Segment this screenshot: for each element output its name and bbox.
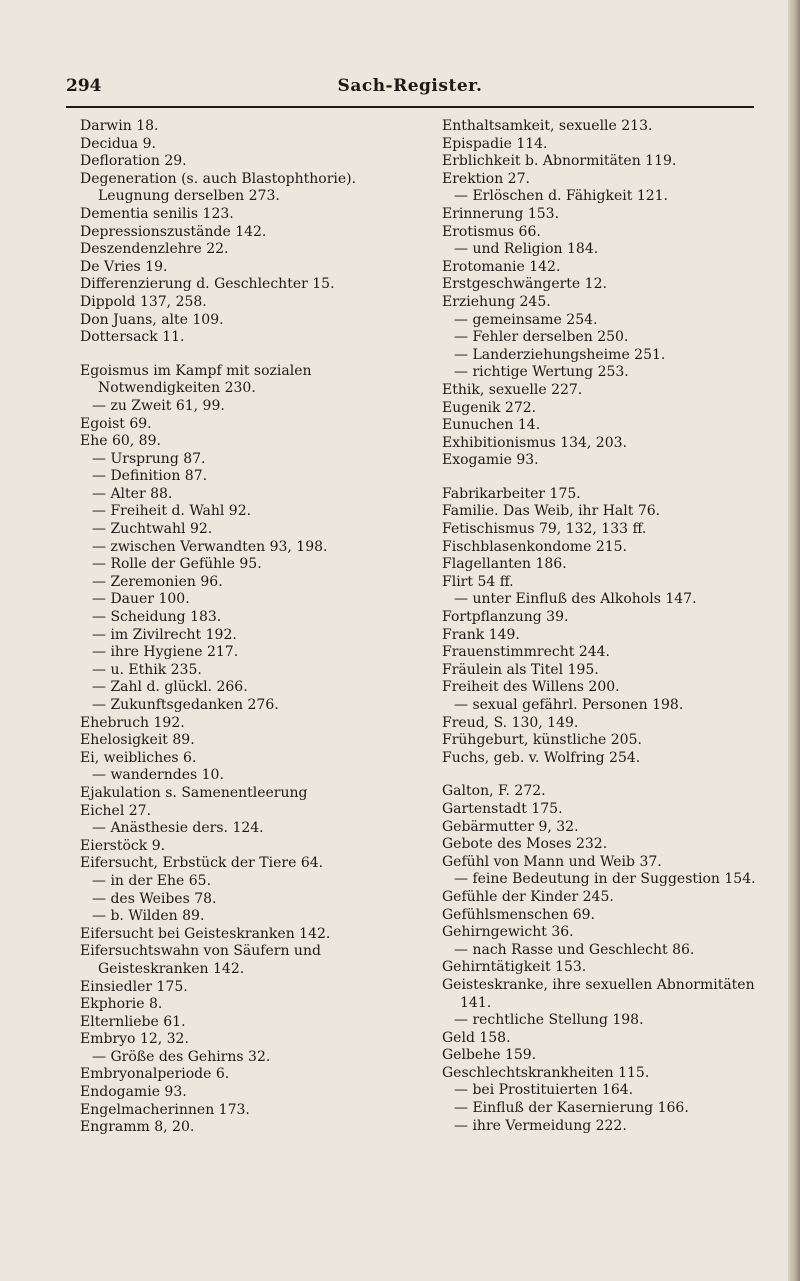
index-entry: Fischblasenkondome 215. [442, 538, 628, 555]
index-entry: Ehebruch 192. [80, 714, 185, 731]
index-entry: Gelbehe 159. [442, 1047, 537, 1064]
index-entry: De Vries 19. [80, 258, 168, 275]
index-entry: Erstgeschwängerte 12. [442, 276, 607, 293]
index-subentry: — sexual gefährl. Personen 198. [454, 697, 684, 713]
index-subentry: — Größe des Gehirns 32. [92, 1048, 271, 1065]
index-entry: Depressionszustände 142. [80, 223, 267, 240]
index-subentry: — Freiheit d. Wahl 92. [92, 503, 252, 520]
index-entry: Engramm 8, 20. [80, 1119, 195, 1136]
right-index-list [442, 118, 772, 1135]
index-subentry: — Anästhesie ders. 124. [92, 820, 264, 837]
index-entry: Epispadie 114. [442, 135, 548, 152]
index-entry: Erblichkeit b. Abnormitäten 119. [442, 153, 677, 170]
index-entry: Ehelosigkeit 89. [80, 732, 195, 749]
right-column [442, 118, 772, 1135]
index-subentry: — Zahl d. glückl. 266. [92, 679, 248, 696]
index-entry: Erotismus 66. [442, 223, 541, 240]
index-entry: Ei, weibliches 6. [80, 749, 197, 766]
index-entry: Gebärmutter 9, 32. [442, 818, 579, 835]
index-entry: Differenzierung d. Geschlechter 15. [80, 276, 335, 293]
index-entry: Ejakulation s. Samenentleerung [80, 784, 308, 801]
index-entry: Flirt 54 ff. [442, 573, 514, 590]
index-subentry: — wanderndes 10. [92, 767, 224, 784]
index-entry: Darwin 18. [80, 118, 159, 134]
index-entry: Gartenstadt 175. [442, 800, 563, 817]
index-entry: Exhibitionismus 134, 203. [442, 434, 627, 451]
index-subentry: — des Weibes 78. [92, 890, 217, 907]
index-entry: Ekphorie 8. [80, 996, 163, 1013]
index-entry: Eunuchen 14. [442, 417, 541, 434]
index-entry: Engelmacherinnen 173. [80, 1101, 250, 1118]
index-entry: Frauenstimmrecht 244. [442, 644, 610, 661]
index-entry: Geschlechtskrankheiten 115. [442, 1064, 650, 1081]
index-entry: Defloration 29. [80, 153, 187, 170]
index-entry: Fräulein als Titel 195. [442, 661, 599, 678]
index-subentry: — Dauer 100. [92, 591, 190, 608]
index-subentry: — Fehler derselben 250. [454, 329, 629, 346]
index-entry: Eifersucht bei Geisteskranken 142. [80, 925, 331, 942]
index-entry: Endogamie 93. [80, 1084, 187, 1101]
index-entry: Geld 158. [442, 1029, 511, 1046]
index-entry: Gefühl von Mann und Weib 37. [442, 853, 662, 870]
index-entry: Fuchs, geb. v. Wolfring 254. [442, 749, 641, 766]
index-entry: Eifersucht, Erbstück der Tiere 64. [80, 855, 324, 872]
index-entry: Frühgeburt, künstliche 205. [442, 732, 642, 749]
index-entry: Dottersack 11. [80, 329, 185, 346]
index-entry: Freiheit des Willens 200. [442, 679, 620, 696]
index-entry: Embryo 12, 32. [80, 1031, 189, 1048]
index-subentry: — in der Ehe 65. [92, 872, 212, 889]
index-subentry: — Rolle der Gefühle 95. [92, 556, 262, 573]
index-entry: Gehirngewicht 36. [442, 924, 574, 941]
index-subentry: — nach Rasse und Geschlecht 86. [454, 941, 695, 958]
index-subentry: — richtige Wertung 253. [454, 364, 629, 381]
section-gap [442, 470, 772, 486]
index-entry: Fetischismus 79, 132, 133 ff. [442, 521, 647, 538]
index-entry: Eifersuchtswahn von Säufern und Geisteskranken 142. [80, 943, 321, 977]
index-entry: Dippold 137, 258. [80, 293, 207, 310]
index-entry: Einsiedler 175. [80, 978, 188, 995]
index-entry: Gefühlsmenschen 69. [442, 906, 595, 923]
index-subentry: — unter Einfluß des Alkohols 147. [454, 591, 697, 608]
index-entry: Erektion 27. [442, 170, 530, 187]
left-column [80, 118, 415, 1137]
index-entry: Egoist 69. [80, 415, 152, 432]
index-subentry: — feine Bedeutung in der Suggestion 154. [454, 871, 756, 888]
index-entry: Galton, F. 272. [442, 783, 546, 800]
index-entry: Deszendenzlehre 22. [80, 241, 229, 258]
index-entry: Ethik, sexuelle 227. [442, 381, 583, 398]
index-entry: Gehirntätigkeit 153. [442, 959, 587, 976]
index-entry: Degeneration (s. auch Blastophthorie). Leugnung derselben 273. [80, 170, 357, 205]
index-subentry: — bei Prostituierten 164. [454, 1082, 634, 1099]
index-subentry: — Einfluß der Kasernierung 166. [454, 1100, 689, 1117]
running-title: Sach-Register. [337, 76, 483, 96]
index-subentry: — u. Ethik 235. [92, 661, 202, 678]
left-index-list [80, 118, 415, 1137]
index-entry: Dementia senilis 123. [80, 205, 234, 222]
index-subentry: — Zeremonien 96. [92, 573, 223, 590]
index-subentry: — Scheidung 183. [92, 609, 222, 626]
page-header [66, 76, 754, 102]
index-entry: Freud, S. 130, 149. [442, 714, 579, 731]
index-subentry: — b. Wilden 89. [92, 908, 205, 925]
index-subentry: — ihre Vermeidung 222. [454, 1117, 627, 1134]
index-entry: Eierstöck 9. [80, 837, 166, 854]
index-entry: Geisteskranke, ihre sexuellen Abnormitäten 141. [442, 976, 755, 1011]
index-entry: Flagellanten 186. [442, 556, 567, 573]
index-entry: Egoismus im Kampf mit sozialen Notwendigkeiten 230. [80, 362, 312, 397]
index-subentry: — und Religion 184. [454, 241, 599, 258]
index-subentry: — Erlöschen d. Fähigkeit 121. [454, 188, 668, 205]
index-subentry: — Zukunftsgedanken 276. [92, 697, 279, 713]
index-subentry: — zu Zweit 61, 99. [92, 397, 225, 414]
index-subentry: — ihre Hygiene 217. [92, 644, 239, 661]
index-entry: Elternliebe 61. [80, 1013, 186, 1030]
header-rule [66, 106, 754, 108]
index-subentry: — Zuchtwahl 92. [92, 521, 213, 538]
index-entry: Gebote des Moses 232. [442, 836, 608, 853]
index-entry: Enthaltsamkeit, sexuelle 213. [442, 118, 653, 134]
index-subentry: — Definition 87. [92, 468, 208, 485]
index-entry: Erotomanie 142. [442, 258, 561, 275]
index-entry: Embryonalperiode 6. [80, 1066, 230, 1083]
index-subentry: — im Zivilrecht 192. [92, 626, 237, 643]
index-entry: Erziehung 245. [442, 293, 551, 310]
index-entry: Eugenik 272. [442, 399, 537, 416]
index-subentry: — Landerziehungsheime 251. [454, 346, 666, 363]
index-entry: Decidua 9. [80, 135, 156, 152]
index-entry: Exogamie 93. [442, 452, 539, 469]
index-subentry: — gemeinsame 254. [454, 311, 598, 328]
index-subentry: — Alter 88. [92, 485, 173, 502]
index-subentry: — Ursprung 87. [92, 450, 206, 467]
page-number: 294 [66, 76, 102, 96]
index-entry: Fortpflanzung 39. [442, 609, 569, 626]
index-entry: Erinnerung 153. [442, 205, 560, 222]
index-subentry: — zwischen Verwandten 93, 198. [92, 538, 328, 555]
index-entry: Gefühle der Kinder 245. [442, 888, 614, 905]
section-gap [442, 767, 772, 783]
index-entry: Familie. Das Weib, ihr Halt 76. [442, 503, 661, 520]
index-entry: Fabrikarbeiter 175. [442, 485, 581, 502]
page-edge [788, 0, 800, 1281]
index-entry: Eichel 27. [80, 802, 152, 819]
index-entry: Don Juans, alte 109. [80, 311, 224, 328]
index-subentry: — rechtliche Stellung 198. [454, 1012, 644, 1029]
section-gap [80, 347, 415, 363]
index-entry: Frank 149. [442, 626, 520, 643]
index-entry: Ehe 60, 89. [80, 433, 161, 450]
